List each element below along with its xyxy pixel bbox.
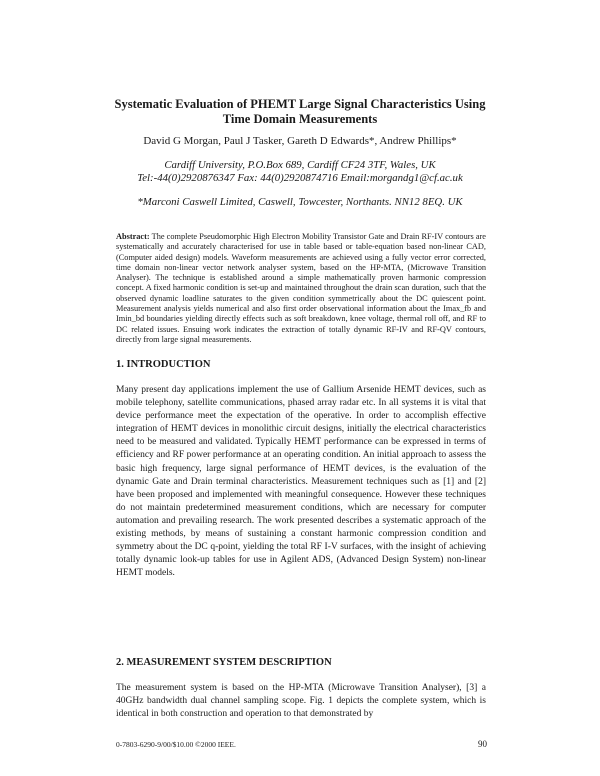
- footer-copyright: 0-7803-6290-9/00/$10.00 ©2000 IEEE.: [116, 740, 236, 749]
- section-heading-measurement-system: 2. MEASUREMENT SYSTEM DESCRIPTION: [116, 657, 332, 668]
- author-list: David G Morgan, Paul J Tasker, Gareth D Edwards*, Andrew Phillips*: [143, 135, 457, 147]
- page-number: 90: [478, 739, 487, 749]
- section-heading-introduction: 1. INTRODUCTION: [116, 359, 211, 370]
- affiliation-address: Cardiff University, P.O.Box 689, Cardiff CF24 3TF, Wales, UK: [164, 159, 436, 171]
- abstract-text: The complete Pseudomorphic High Electron Mobility Transistor Gate and Drain RF-IV contours are systematically and accurately characterised for use in table based or table-equation based non-linear CAD, (Computer aided design) models. Waveform measurements are achieved using a fully vector error corrected, time domain non-linear vector network analyser system, based on the HP-MTA, (Microwave Transition Analyser). The technique is established around a simple mathematically proven harmonic compression concept. A fixed harmonic condition is set-up and maintained throughout the drain scan duration, such that the observed dynamic loadline saturates to the given condition symmetrically about the DC quiescent point. Measurement analysis yields numerical and also first order observational information about the Imax_fb and Imin_bd boundaries yielding directly effects such as soft breakdown, knee voltage, thermal roll off, and RF to DC related issues. Ensuing work indicates the extraction of totally dynamic RF-IV and RF-QV contours, directly from large signal measurements.: [116, 232, 486, 344]
- measurement-system-paragraph: The measurement system is based on the HP-MTA (Microwave Transition Analyser), [3] a 40GHz bandwidth dual channel sampling scope. Fig. 1 depicts the complete system, which is identical in both construction and operation to that demonstrated by: [116, 683, 486, 720]
- introduction-paragraph: Many present day applications implement the use of Gallium Arsenide HEMT devices, such as mobile telephony, satellite communications, phased array radar etc. In all systems it is vital that device performance meet the expectation of the operative. In order to accomplish effective integration of HEMT devices in monolithic circuit designs, initially the electrical characteristics need to be measured and validated. Typically HEMT performance can be expressed in terms of efficiency and RF power performance at an operating condition. An initial approach to assess the basic high frequency, large signal performance of HEMT devices, is the evaluation of the dynamic Gate and Drain terminal characteristics. Measurement techniques such as [1] and [2] have been proposed and implemented with meaningful consequence. However these techniques do not maintain predetermined measurement conditions, which are necessary for computer automation and prevailing research. The work presented describes a systematic approach of the existing methods, by means of sustaining a constant harmonic compression condition and symmetry about the DC q-point, yielding the total RF I-V surfaces, with the insight of achieving totally dynamic look-up tables for use in Agilent ADS, (Advanced Design System) non-linear HEMT models.: [116, 385, 486, 579]
- abstract-label: Abstract:: [116, 232, 150, 241]
- abstract: [116, 232, 486, 345]
- paper-title: [60, 97, 540, 127]
- title-line-1: Systematic Evaluation of PHEMT Large Signal Characteristics Using: [114, 97, 486, 111]
- affiliation-marconi: *Marconi Caswell Limited, Caswell, Towcester, Northants. NN12 8EQ. UK: [137, 196, 463, 208]
- affiliation-contact: Tel:-44(0)2920876347 Fax: 44(0)2920874716 Email:morgandg1@cf.ac.uk: [137, 172, 463, 184]
- title-line-2: Time Domain Measurements: [222, 112, 378, 126]
- affiliation-cardiff: [60, 159, 540, 185]
